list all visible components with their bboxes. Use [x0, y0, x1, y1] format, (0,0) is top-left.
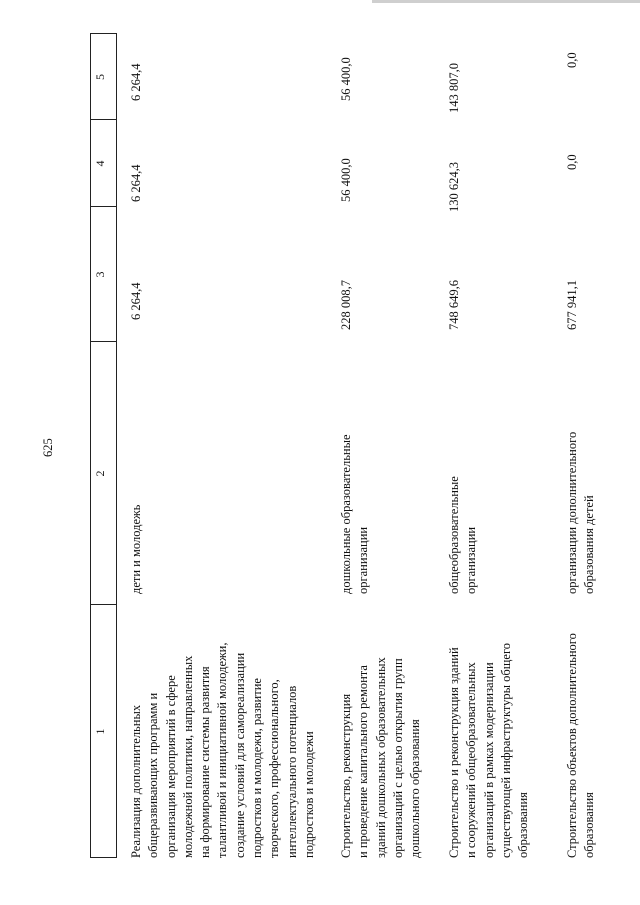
text-line: дети и молодежь	[129, 504, 143, 594]
text-line: Строительство объектов дополнительного	[565, 633, 579, 858]
header-col-1: 1	[93, 728, 107, 735]
row-3-col4: 130 624,3	[447, 162, 461, 212]
row-2-col3: 228 008,7	[339, 280, 353, 330]
row-1-description	[128, 643, 318, 859]
row-4-description	[564, 633, 599, 858]
text-line: молодежной политики, направленных	[180, 655, 195, 858]
text-line: организаций с целью открытия групп	[390, 658, 405, 858]
row-2-recipient	[338, 434, 373, 594]
text-line: общеобразовательные	[447, 476, 461, 594]
text-line: дошкольные образовательные	[339, 434, 353, 594]
row-3-col3: 748 649,6	[447, 280, 461, 330]
text-line: интеллектуального потенциалов	[284, 685, 299, 858]
text-line: создание условий для самореализации	[232, 652, 247, 858]
row-2-description	[338, 657, 424, 858]
row-4-col5: 0,0	[565, 52, 579, 68]
text-line: подростков и молодежи, развитие	[250, 678, 265, 858]
header-col-4: 4	[93, 160, 107, 167]
header-col-2: 2	[93, 470, 107, 477]
row-1-recipient	[128, 505, 145, 594]
page-number: 625	[41, 438, 55, 457]
text-line: организаций в рамках модернизации	[481, 662, 496, 858]
text-line: организации дополнительного	[565, 431, 579, 594]
text-line: Строительство и реконструкция зданий	[447, 647, 461, 858]
text-line: на формирование системы развития	[198, 666, 213, 858]
text-line: общеразвивающих программ и	[146, 692, 161, 858]
row-3-description	[446, 643, 532, 858]
text-line: зданий дошкольных образовательных	[373, 657, 388, 858]
text-line: творческого, профессионального,	[267, 679, 282, 858]
table-top-rule	[90, 33, 91, 858]
text-line: и проведение капитального ремонта	[356, 665, 371, 858]
text-line: подростков и молодежи	[301, 731, 316, 858]
text-line: и сооружений общеобразовательных	[464, 662, 479, 858]
text-line: образования	[516, 792, 531, 858]
text-line: образования детей	[582, 495, 597, 594]
row-1-col3: 6 264,4	[129, 282, 143, 320]
text-line: дошкольного образования	[408, 719, 423, 858]
row-2-col4: 56 400,0	[339, 158, 353, 202]
row-1-col4: 6 264,4	[129, 164, 143, 202]
row-4-col3: 677 941,1	[565, 280, 579, 330]
row-1-col5: 6 264,4	[129, 63, 143, 101]
row-3-col5: 143 807,0	[447, 63, 461, 113]
row-4-recipient	[564, 432, 599, 594]
header-col-3: 3	[93, 271, 107, 278]
text-line: организации	[356, 526, 371, 594]
text-line: образования	[582, 792, 597, 858]
row-2-col5: 56 400,0	[339, 57, 353, 101]
table-header-rule	[116, 33, 117, 858]
text-line: существующей инфраструктуры общего	[498, 642, 513, 858]
row-4-col4: 0,0	[565, 154, 579, 170]
header-col-5: 5	[93, 74, 107, 80]
text-line: Реализация дополнительных	[129, 704, 143, 858]
text-line: талантливой и инициативной молодежи,	[215, 642, 230, 858]
text-line: организация мероприятий в сфере	[163, 675, 178, 858]
data-table	[90, 33, 630, 858]
text-line: Строительство, реконструкция	[339, 693, 353, 858]
row-3-recipient	[446, 476, 481, 594]
text-line: организации	[464, 526, 479, 594]
